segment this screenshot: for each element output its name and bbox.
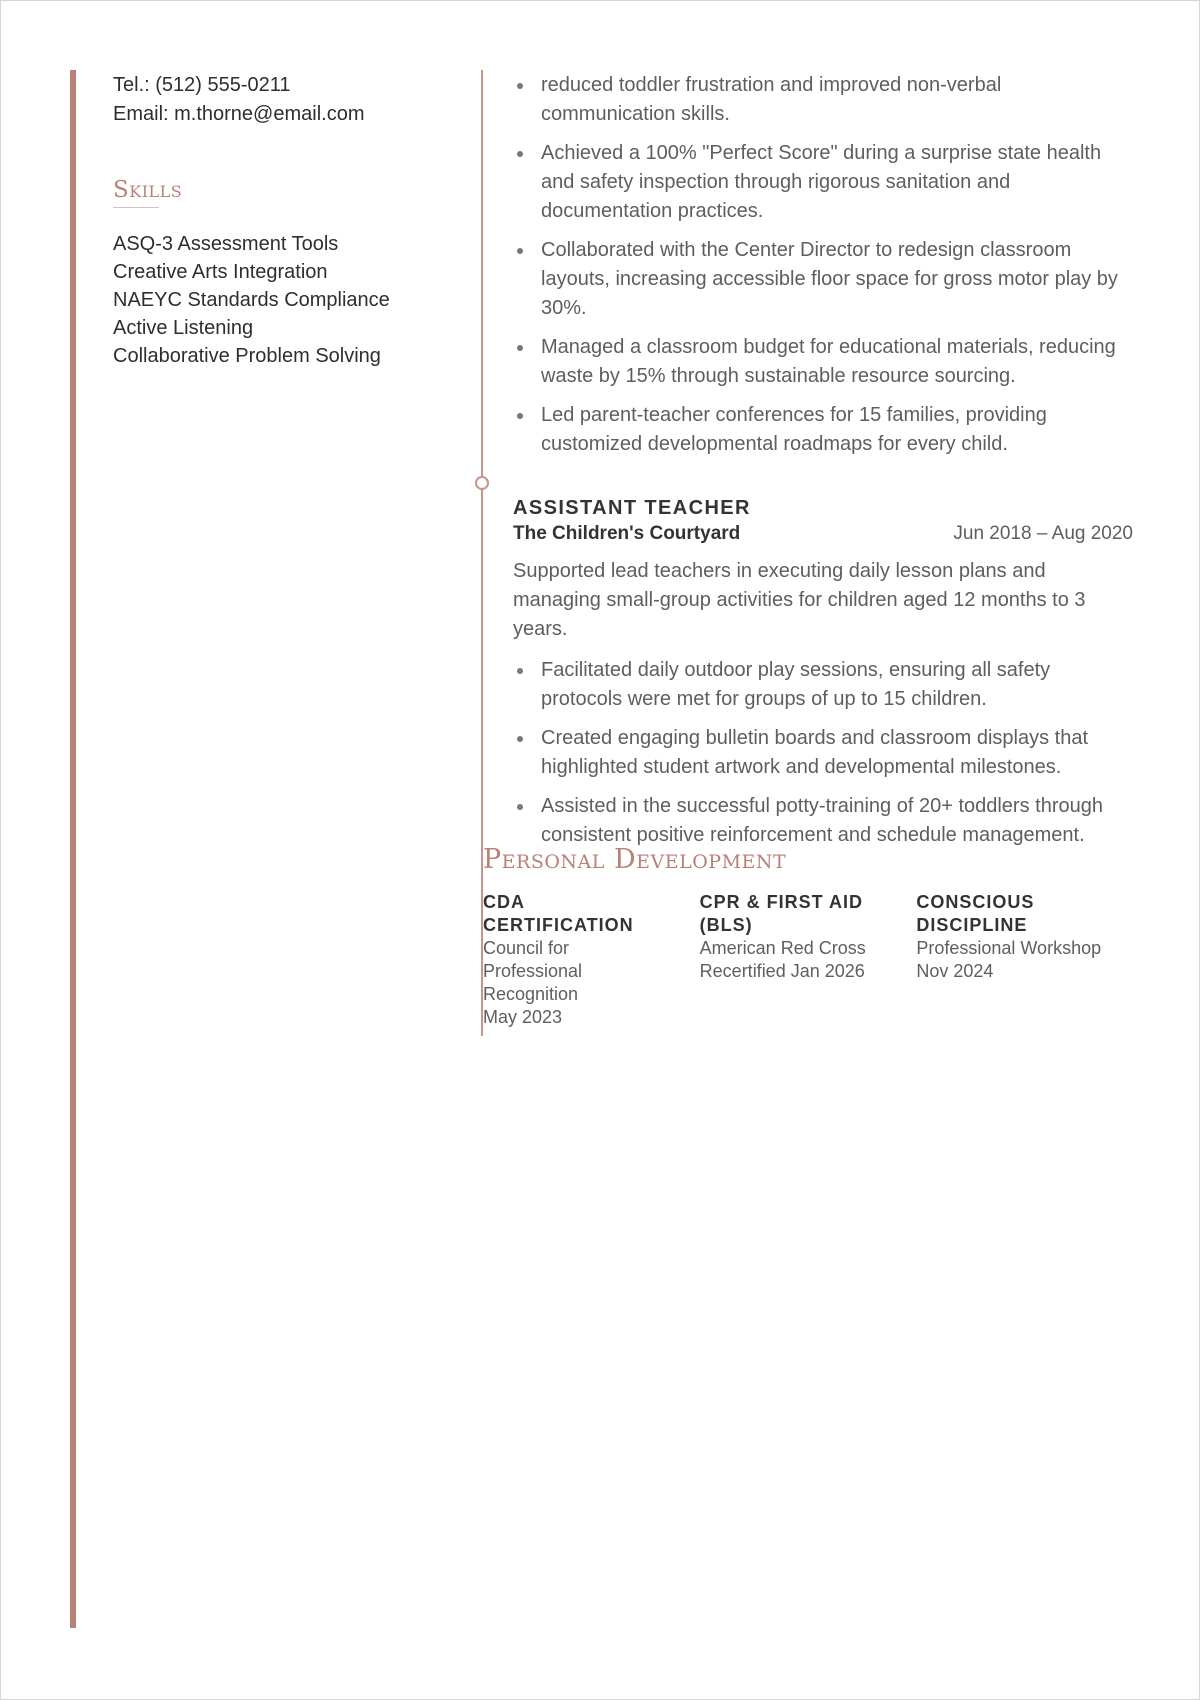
pd-date: Nov 2024 [916, 961, 994, 981]
skill-item: Creative Arts Integration [113, 261, 328, 283]
list-item: Created engaging bulletin boards and classroom displays that highlighted student artwork and developmental milestones. [513, 724, 1133, 782]
skill-item: ASQ-3 Assessment Tools [113, 233, 339, 255]
pd-item [916, 891, 1133, 1029]
pd-issuer: Council for Professional Recognition [483, 938, 583, 1004]
list-item: reduced toddler frustration and improved non-verbal communication skills. [513, 71, 1133, 129]
list-item: Led parent-teacher conferences for 15 families, providing customized developmental roadmaps for every child. [513, 401, 1133, 459]
skills-heading: Skills [113, 177, 183, 203]
skills-list [113, 230, 413, 370]
skills-heading-rule [113, 207, 159, 208]
continued-bullet-list [513, 71, 1133, 459]
job-bullet-list [513, 656, 1133, 850]
list-item: Achieved a 100% "Perfect Score" during a surprise state health and safety inspection through rigorous sanitation and documentation practices. [513, 139, 1133, 226]
skill-item: NAEYC Standards Compliance [113, 289, 390, 311]
list-item: Assisted in the successful potty-training of 20+ toddlers through consistent positive reinforcement and schedule management. [513, 792, 1133, 850]
list-item: Facilitated daily outdoor play sessions, ensuring all safety protocols were met for groups of up to 15 children. [513, 656, 1133, 714]
job-dates: Jun 2018 – Aug 2020 [953, 523, 1133, 544]
left-accent-bar [70, 70, 76, 1628]
pd-title: CONSCIOUS DISCIPLINE [916, 892, 1035, 935]
personal-development-grid [483, 891, 1133, 1029]
skill-item: Collaborative Problem Solving [113, 345, 381, 367]
job-entry [513, 495, 1133, 850]
contact-email[interactable]: Email: m.thorne@email.com [113, 103, 365, 125]
left-column [113, 71, 413, 370]
skill-item: Active Listening [113, 317, 254, 339]
personal-development-section [483, 844, 1133, 1029]
pd-issuer: American Red Cross [699, 938, 866, 958]
pd-date: May 2023 [483, 1007, 563, 1027]
job-meta-row [513, 521, 1133, 547]
pd-item [700, 891, 917, 1029]
list-item: Collaborated with the Center Director to redesign classroom layouts, increasing accessible floor space for gross motor play by 30%. [513, 236, 1133, 323]
timeline-dot [475, 476, 489, 490]
job-company: The Children's Courtyard [513, 523, 741, 544]
pd-item [483, 891, 700, 1029]
contact-phone: Tel.: (512) 555-0211 [113, 74, 291, 96]
job-title: ASSISTANT TEACHER [513, 497, 751, 519]
pd-title: CDA CERTIFICATION [483, 892, 634, 935]
experience-column [513, 71, 1133, 860]
pd-date: Recertified Jan 2026 [699, 961, 865, 981]
personal-development-heading: Personal Development [483, 844, 787, 875]
job-summary: Supported lead teachers in executing daily lesson plans and managing small-group activities for children aged 12 months to 3 years. [513, 560, 1086, 640]
pd-title: CPR & FIRST AID (BLS) [699, 892, 864, 935]
pd-issuer: Professional Workshop [916, 938, 1102, 958]
list-item: Managed a classroom budget for educational materials, reducing waste by 15% through sustainable resource sourcing. [513, 333, 1133, 391]
